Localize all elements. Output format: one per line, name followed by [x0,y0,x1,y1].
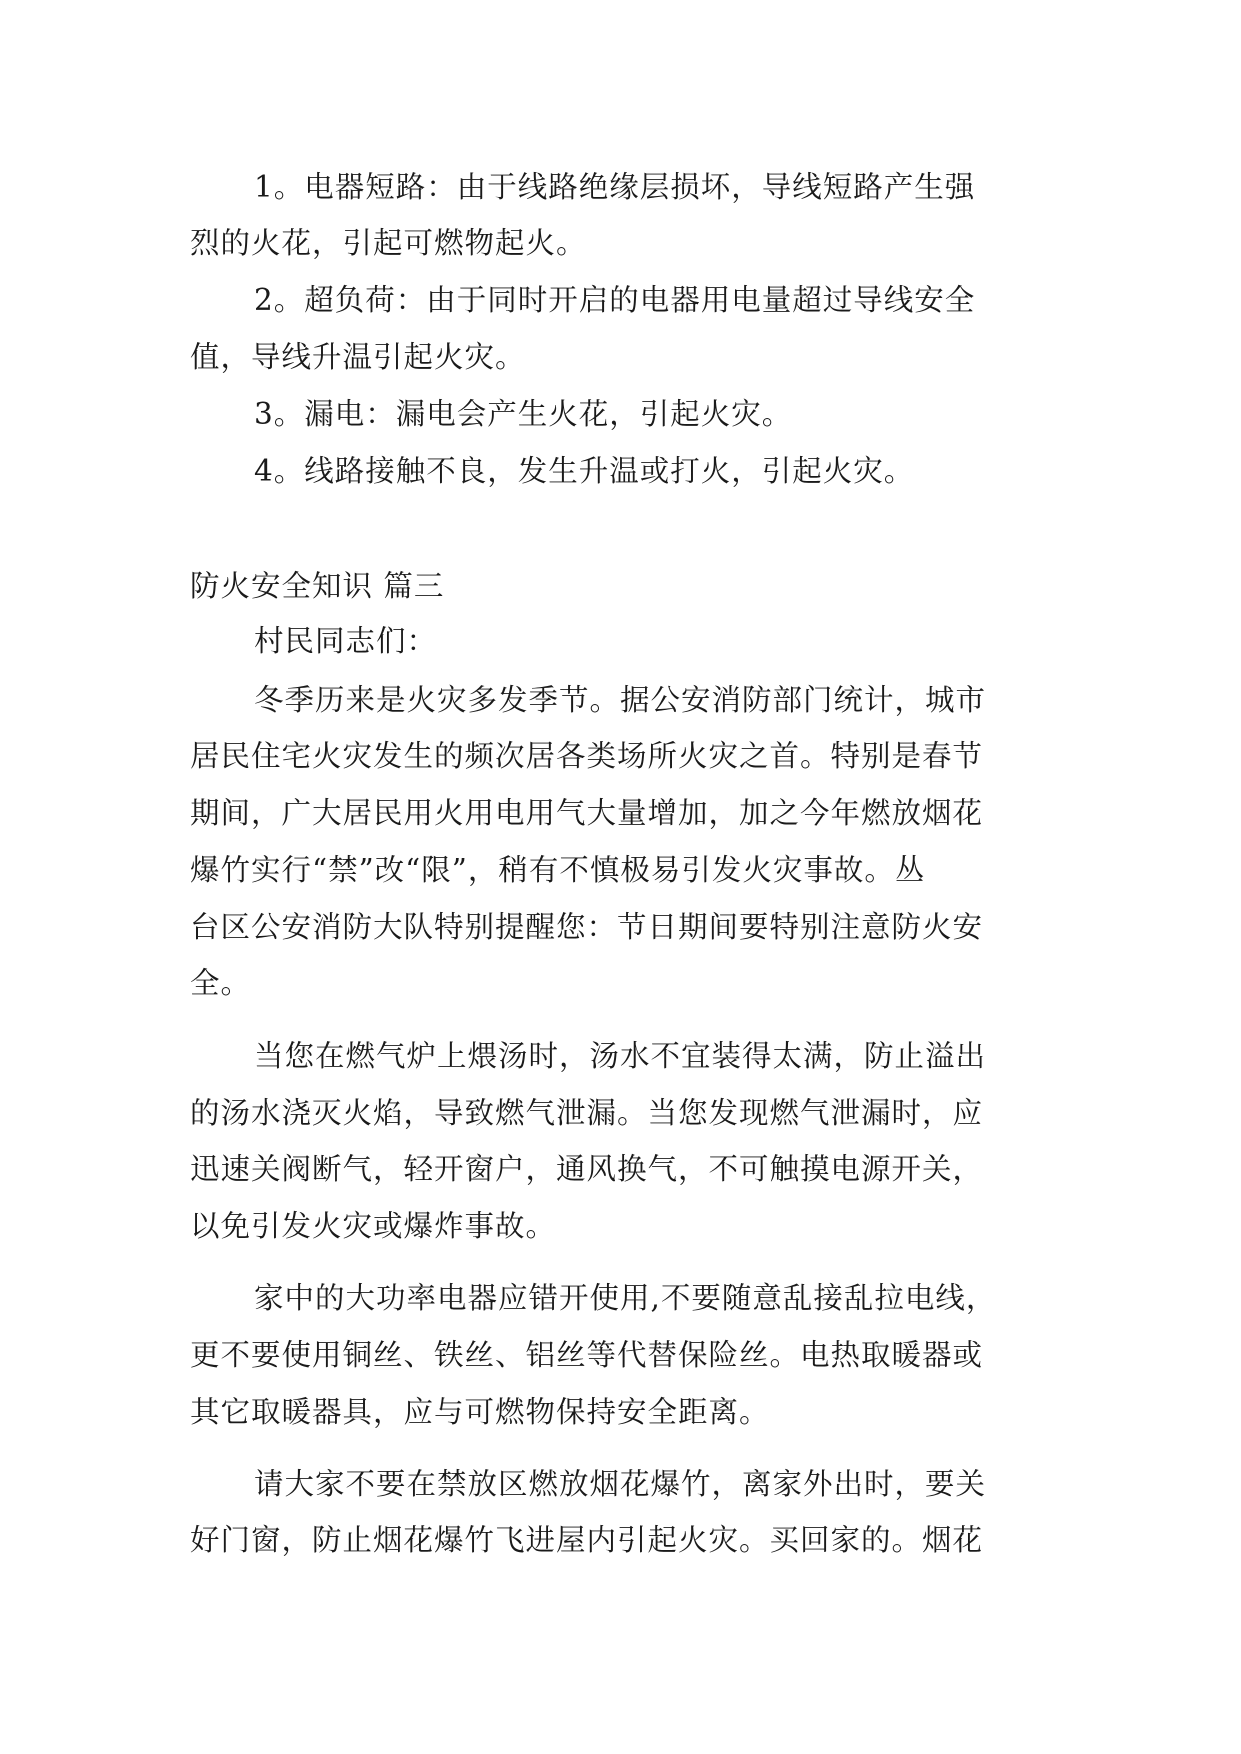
paragraph-line: 4。线路接触不良，发生升温或打火，引起火灾。 [254,454,915,488]
paragraph-line: 台区公安消防大队特别提醒您：节日期间要特别注意防火安 [190,910,984,944]
paragraph-line: 居民住宅火灾发生的频次居各类场所火灾之首。特别是春节 [190,739,984,773]
section-heading: 防火安全知识 篇三 [190,569,445,603]
paragraph-line: 烈的火花，引起可燃物起火。 [190,226,587,260]
paragraph-line: 全。 [190,966,252,1000]
paragraph-line: 2。超负荷：由于同时开启的电器用电量超过导线安全 [254,283,976,317]
paragraph-line: 的汤水浇灭火焰，导致燃气泄漏。当您发现燃气泄漏时，应 [190,1096,984,1130]
paragraph-line: 请大家不要在禁放区燃放烟花爆竹，离家外出时，要关 [254,1467,987,1501]
paragraph-line: 值，导线升温引起火灾。 [190,340,526,374]
paragraph-line: 家中的大功率电器应错开使用,不要随意乱接乱拉电线， [254,1281,997,1315]
paragraph-line: 爆竹实行“禁”改“限”，稍有不慎极易引发火灾事故。丛 [190,853,926,887]
greeting-line: 村民同志们： [254,624,438,658]
paragraph-line: 当您在燃气炉上煨汤时，汤水不宜装得太满，防止溢出 [254,1039,987,1073]
paragraph-line: 迅速关阀断气，轻开窗户，通风换气，不可触摸电源开关， [190,1152,984,1186]
paragraph-line: 其它取暖器具，应与可燃物保持安全距离。 [190,1395,770,1429]
paragraph-line: 3。漏电：漏电会产生火花，引起火灾。 [254,397,793,431]
paragraph-line: 冬季历来是火灾多发季节。据公安消防部门统计，城市 [254,683,987,717]
paragraph-line: 1。电器短路：由于线路绝缘层损坏，导线短路产生强 [254,170,976,204]
paragraph-line: 更不要使用铜丝、铁丝、铝丝等代替保险丝。电热取暖器或 [190,1338,984,1372]
paragraph-line: 以免引发火灾或爆炸事故。 [190,1209,557,1243]
paragraph-line: 好门窗，防止烟花爆竹飞进屋内引起火灾。买回家的。烟花 [190,1523,984,1557]
paragraph-line: 期间，广大居民用火用电用气大量增加，加之今年燃放烟花 [190,796,984,830]
